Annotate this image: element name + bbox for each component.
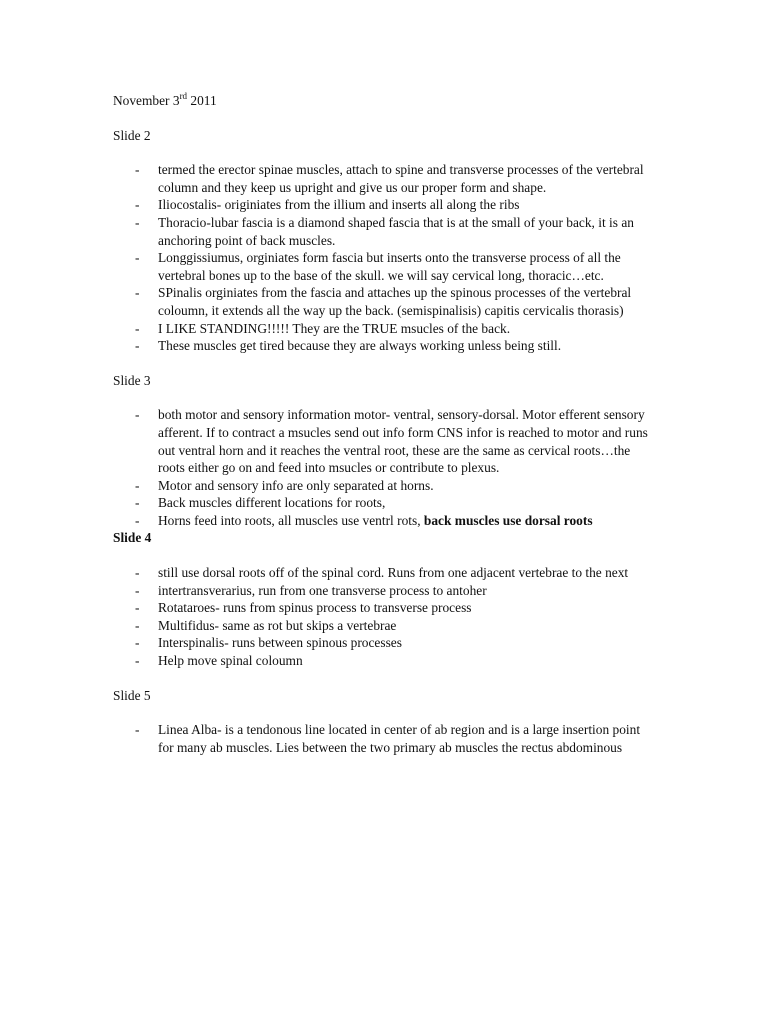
bullet-dash: -	[135, 512, 140, 528]
bullet-dash: -	[135, 320, 140, 336]
bullet-dash: -	[135, 214, 140, 230]
list-item	[113, 284, 653, 319]
list-item	[113, 652, 653, 670]
slide-heading: Slide 2	[113, 127, 151, 143]
bullet-dash: -	[135, 582, 140, 598]
list-item-text: Interspinalis- runs between spinous processes	[158, 635, 402, 651]
list-item-text: Help move spinal coloumn	[158, 653, 303, 669]
bullet-dash: -	[135, 477, 140, 493]
list-item-text: Back muscles different locations for roots,	[158, 495, 386, 511]
list-item-bold-text: back muscles use dorsal roots	[423, 512, 593, 528]
date-ordinal-suffix: rd	[179, 90, 188, 101]
bullet-dash: -	[135, 565, 140, 581]
list-item	[113, 582, 653, 600]
bullet-dash: -	[135, 495, 140, 511]
list-item-text: These muscles get tired because they are always working unless being still.	[158, 338, 562, 354]
list-item-text: SPinalis orginiates from the fascia and attaches up the spinous processes of the vertebral coloumn, it extends all the way up the back. (semispinalisis) capitis cervicalis thorasis)	[158, 285, 632, 318]
list-item-text: both motor and sensory information motor- ventral, sensory-dorsal. Motor efferent sensory afferent. If to contract a msucles send out info form CNS infor is reached to motor and runs out ventral horn and it reaches the ventral root, these are the same as cervical roots…the roots either go on and feed into msucles or contribute to plexus.	[158, 407, 648, 476]
list-item	[113, 161, 653, 196]
bullet-dash: -	[135, 197, 140, 213]
bullet-dash: -	[135, 600, 140, 616]
bullet-dash: -	[135, 407, 140, 423]
slide-heading: Slide 4	[113, 530, 152, 546]
list-item	[113, 564, 653, 582]
bullet-list	[113, 564, 653, 670]
bullet-dash: -	[135, 617, 140, 633]
list-item	[113, 477, 653, 495]
document-body	[113, 92, 653, 773]
list-item	[113, 599, 653, 617]
list-item-text: Motor and sensory info are only separated at horns.	[158, 477, 434, 493]
list-item	[113, 494, 653, 512]
bullet-dash: -	[135, 250, 140, 266]
list-item-text: I LIKE STANDING!!!!! They are the TRUE msucles of the back.	[158, 320, 511, 336]
bullet-dash: -	[135, 653, 140, 669]
list-item-text: termed the erector spinae muscles, attach to spine and transverse processes of the vertebral column and they keep us upright and give us our proper form and shape.	[158, 162, 644, 195]
list-item-text: Iliocostalis- originiates from the illium and inserts all along the ribs	[158, 197, 520, 213]
list-item	[113, 617, 653, 635]
list-item-text: Linea Alba- is a tendonous line located in center of ab region and is a large insertion point for many ab muscles. Lies between the two primary ab muscles the rectus abdominous	[158, 722, 641, 755]
list-item-text: Thoracio-lubar fascia is a diamond shaped fascia that is at the small of your back, it is an anchoring point of back muscles.	[158, 214, 634, 248]
list-item	[113, 337, 653, 355]
bullet-list	[113, 721, 653, 756]
slide-heading: Slide 3	[113, 372, 151, 388]
bullet-list	[113, 406, 653, 529]
list-item-text: still use dorsal roots off of the spinal cord. Runs from one adjacent vertebrae to the next	[158, 565, 629, 581]
list-item	[113, 196, 653, 214]
bullet-dash: -	[135, 338, 140, 354]
list-item-text: Rotataroes- runs from spinus process to transverse process	[158, 600, 472, 616]
list-item	[113, 634, 653, 652]
bullet-dash: -	[135, 635, 140, 651]
list-item-text: Longgissiumus, orginiates form fascia but inserts onto the transverse process of all the vertebral bones up to the base of the skull. we will say cervical long, thoracic…etc.	[158, 250, 621, 283]
list-item	[113, 249, 653, 284]
date-text: November 3	[113, 93, 180, 108]
bullet-list	[113, 161, 653, 355]
list-item	[113, 320, 653, 338]
list-item-text: Horns feed into roots, all muscles use ventrl rots,	[158, 512, 424, 528]
bullet-dash: -	[135, 722, 140, 738]
list-item	[113, 406, 653, 476]
slide-heading: Slide 5	[113, 687, 151, 703]
list-item	[113, 214, 653, 249]
date-year: 2011	[187, 93, 217, 108]
list-item	[113, 512, 653, 530]
list-item-text: Multifidus- same as rot but skips a vertebrae	[158, 617, 397, 633]
date-line	[113, 92, 653, 110]
list-item-text: intertransverarius, run from one transverse process to antoher	[158, 582, 487, 598]
list-item	[113, 721, 653, 756]
bullet-dash: -	[135, 162, 140, 178]
bullet-dash: -	[135, 285, 140, 301]
